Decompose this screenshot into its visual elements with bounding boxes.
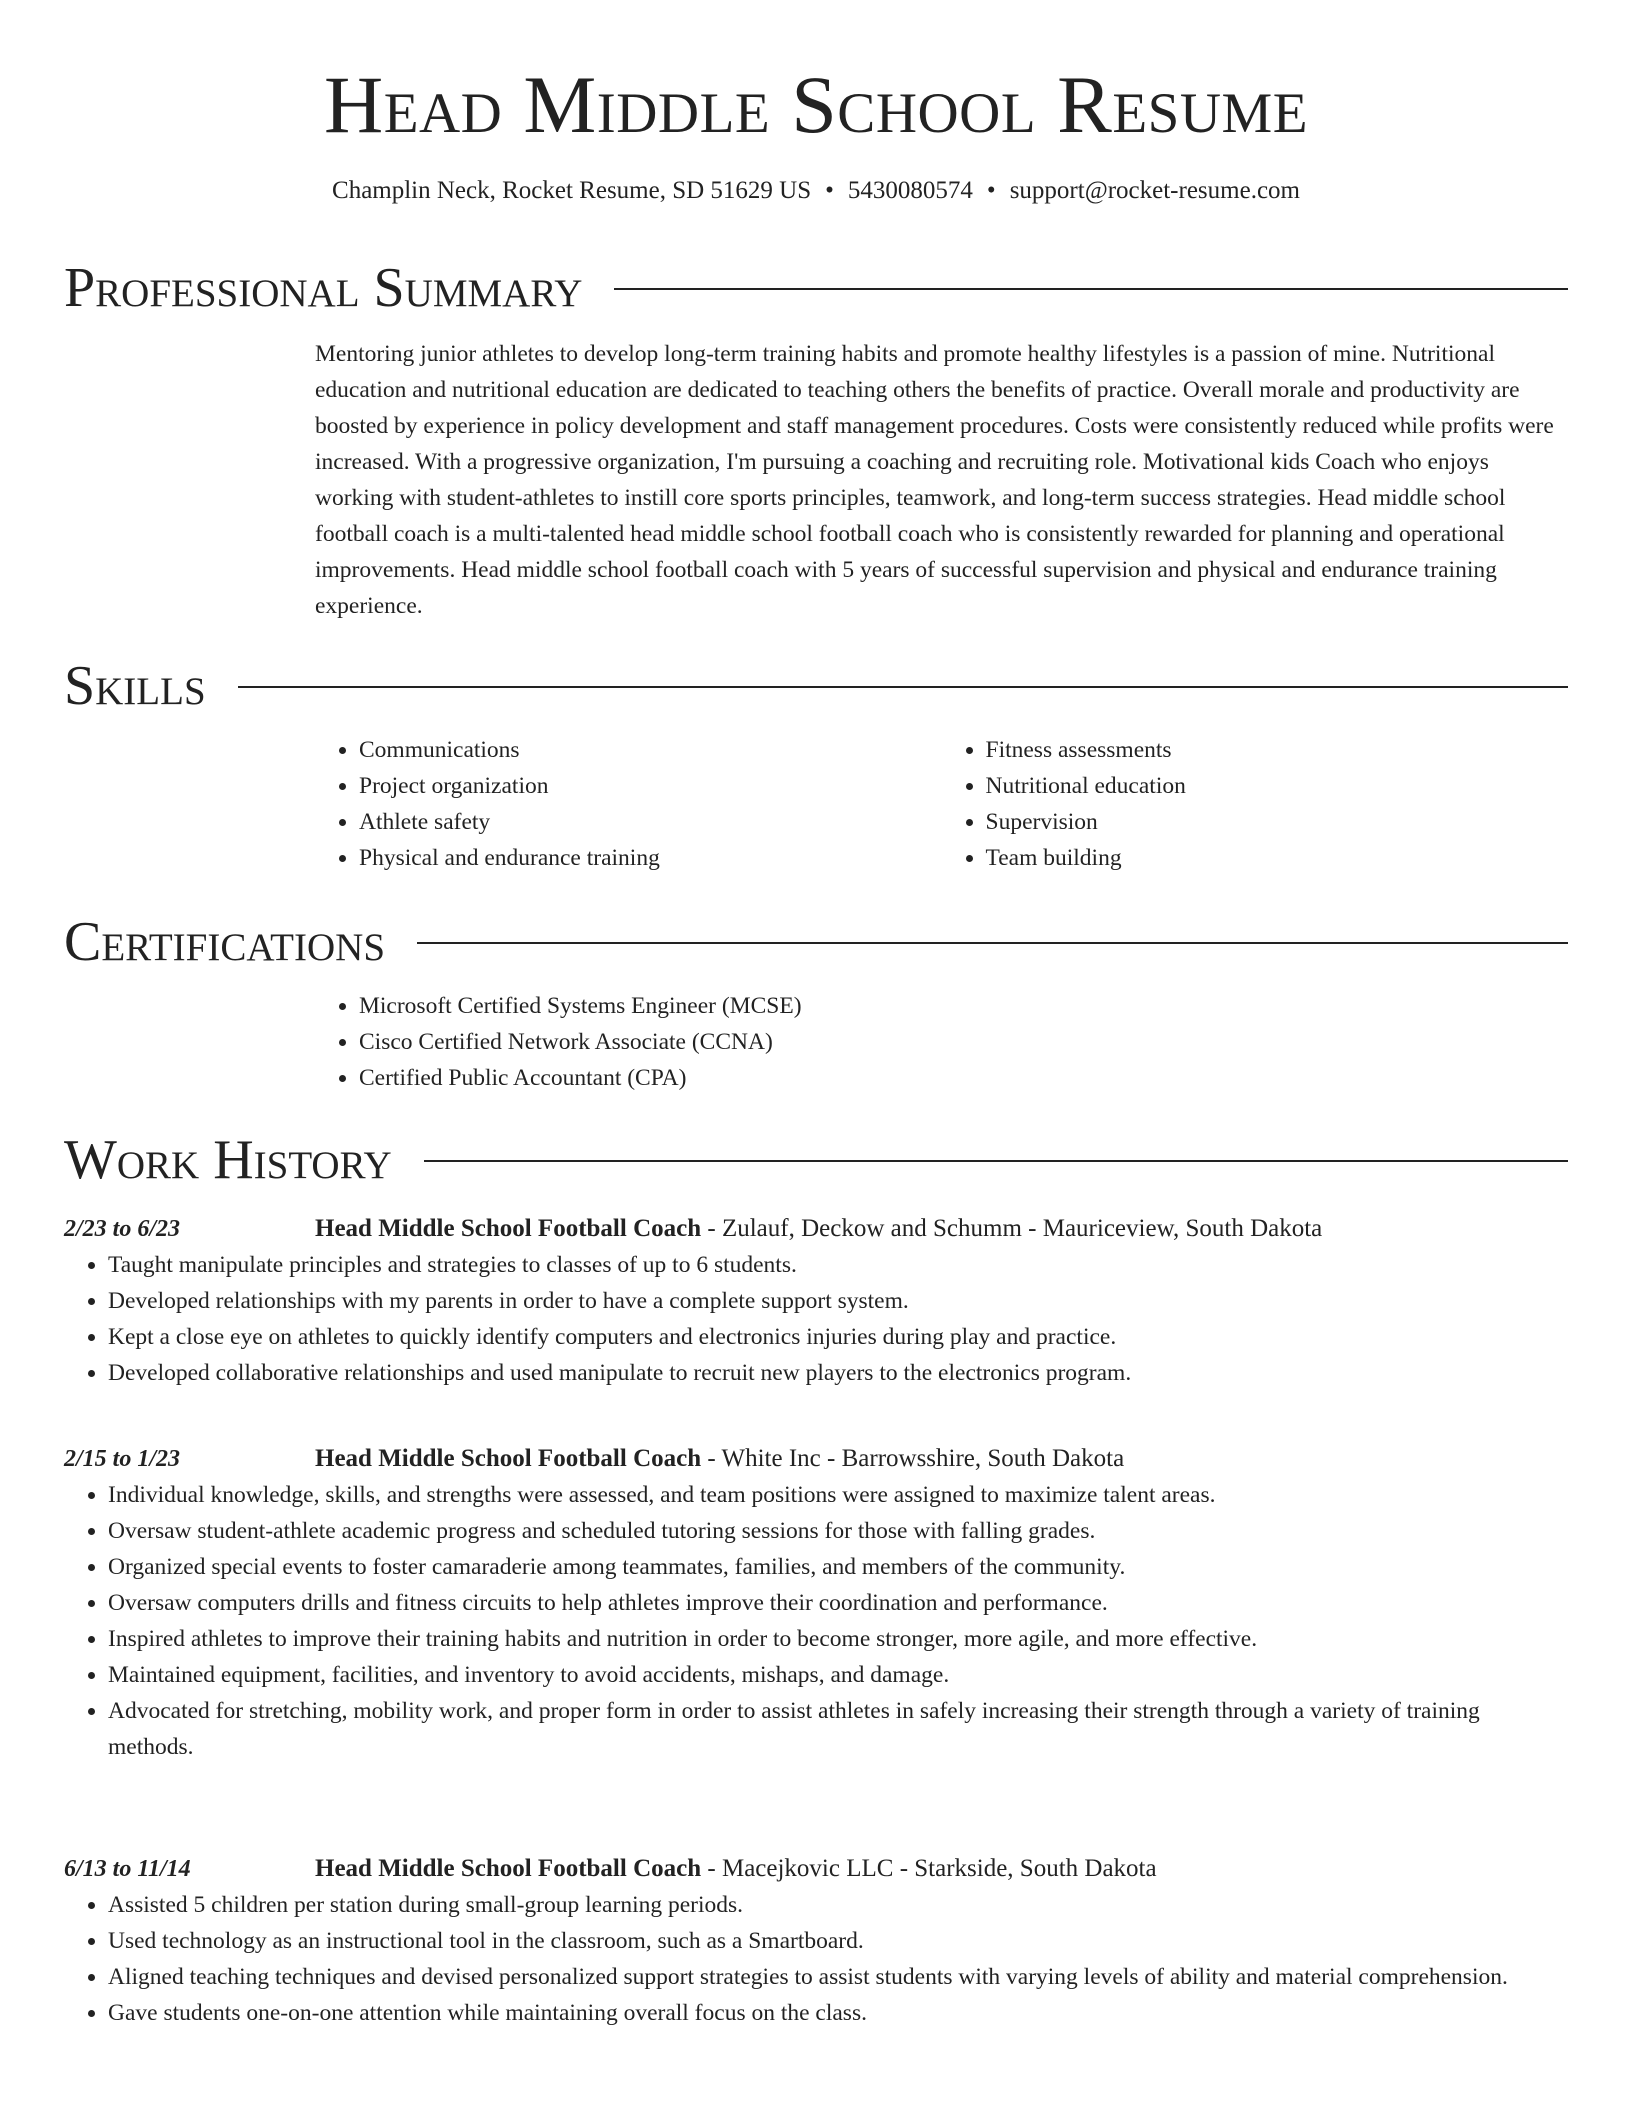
job-entry [64,1851,1568,2031]
contact-separator: • [986,177,996,204]
section-divider [417,942,1568,944]
job-entry [64,1211,1568,1391]
job-bullets [64,1477,1568,1765]
job-bullet: • Advocated for stretching, mobility work, and proper form in order to assist athletes in safely increasing their strength through a variety of training methods. [108,1693,1568,1765]
job-entry [64,1441,1568,1765]
contact-email: support@rocket-resume.com [1009,177,1300,204]
skill-item: • Communications [359,732,942,768]
certification-item: • Cisco Certified Network Associate (CCNA) [359,1024,1568,1060]
job-title: Head Middle School Football Coach [315,1445,702,1472]
job-dates: 2/15 to 1/23 [64,1446,181,1472]
skill-item: • Nutritional education [986,768,1569,804]
job-bullet: • Taught manipulate principles and strategies to classes of up to 6 students. [108,1247,1568,1283]
skills-section [64,656,1568,876]
job-bullet: • Inspired athletes to improve their training habits and nutrition in order to become stronger, more agile, and more effective. [108,1621,1568,1657]
job-bullet: • Used technology as an instructional tool in the classroom, such as a Smartboard. [108,1923,1568,1959]
job-title: Head Middle School Football Coach [315,1215,702,1242]
certifications-section [64,912,1568,1096]
job-bullet: • Aligned teaching techniques and devised personalized support strategies to assist students with varying levels of ability and material comprehension. [108,1959,1568,1995]
work-history-heading: Work History [64,1129,392,1191]
resume-page [64,0,1568,2026]
job-bullet: • Kept a close eye on athletes to quickly identify computers and electronics injuries during play and practice. [108,1319,1568,1355]
section-divider [614,288,1568,290]
job-heading [315,1441,1124,1477]
job-bullet: • Developed collaborative relationships and used manipulate to recruit new players to the electronics program. [108,1355,1568,1391]
job-bullet: • Organized special events to foster camaraderie among teammates, families, and members of the community. [108,1549,1568,1585]
job-bullet: • Oversaw computers drills and fitness circuits to help athletes improve their coordination and performance. [108,1585,1568,1621]
contact-separator: • [825,177,834,204]
contact-line [64,176,1568,206]
section-divider [238,686,1568,688]
job-employer: - White Inc - Barrowsshire, South Dakota [701,1445,1125,1472]
contact-address: Champlin Neck, Rocket Resume, SD 51629 US [332,177,812,204]
certification-item: • Certified Public Accountant (CPA) [359,1060,1568,1096]
skills-heading: Skills [64,655,206,717]
job-bullet: • Oversaw student-athlete academic progress and scheduled tutoring sessions for those with falling grades. [108,1513,1568,1549]
job-heading [315,1211,1322,1247]
skill-item: • Project organization [359,768,942,804]
job-bullet: • Developed relationships with my parents in order to have a complete support system. [108,1283,1568,1319]
job-title: Head Middle School Football Coach [315,1855,702,1882]
skill-item: • Fitness assessments [986,732,1569,768]
job-bullet: • Individual knowledge, skills, and strengths were assessed, and team positions were assigned to maximize talent areas. [108,1477,1568,1513]
resume-title: Head Middle School Resume [323,59,1309,150]
skill-item: • Team building [986,840,1569,876]
work-history-section [64,1130,1568,1190]
certifications-heading: Certifications [64,911,386,973]
summary-text: Mentoring junior athletes to develop long-term training habits and promote healthy lifestyles is a passion of mine. Nutritional education and nutritional education are dedicated to teaching others the benefits of practice. Overall morale and productivity are boosted by experience in policy development and staff management procedures. Costs were consistently reduced while profits were increased. With a progressive organization, I'm pursuing a coaching and recruiting role. Motivational kids Coach who enjoys working with student-athletes to instill core sports principles, teamwork, and long-term success strategies. Head middle school football coach is a multi-talented head middle school football coach who is consistently rewarded for planning and operational improvements. Head middle school football coach with 5 years of successful supervision and physical and endurance training experience. [315,341,1554,619]
job-employer: - Zulauf, Deckow and Schumm - Mauriceview, South Dakota [701,1215,1323,1242]
job-bullets [64,1887,1568,2031]
job-bullets [64,1247,1568,1391]
summary-heading: Professional Summary [64,257,583,319]
job-dates: 6/13 to 11/14 [64,1856,191,1882]
skill-item: • Physical and endurance training [359,840,942,876]
job-heading [315,1851,1157,1887]
job-employer: - Macejkovic LLC - Starkside, South Dakota [701,1855,1157,1882]
job-bullet: • Assisted 5 children per station during small-group learning periods. [108,1887,1568,1923]
section-divider [424,1160,1568,1162]
skills-list-right [942,732,1569,876]
summary-section [64,258,1568,624]
contact-phone: 5430080574 [847,177,973,204]
skills-list-left [315,732,942,876]
certifications-list [315,988,1568,1096]
certification-item: • Microsoft Certified Systems Engineer (MCSE) [359,988,1568,1024]
job-bullet: • Maintained equipment, facilities, and inventory to avoid accidents, mishaps, and damage. [108,1657,1568,1693]
skill-item: • Supervision [986,804,1569,840]
job-dates: 2/23 to 6/23 [64,1216,181,1242]
job-bullet: • Gave students one-on-one attention while maintaining overall focus on the class. [108,1995,1568,2031]
skill-item: • Athlete safety [359,804,942,840]
